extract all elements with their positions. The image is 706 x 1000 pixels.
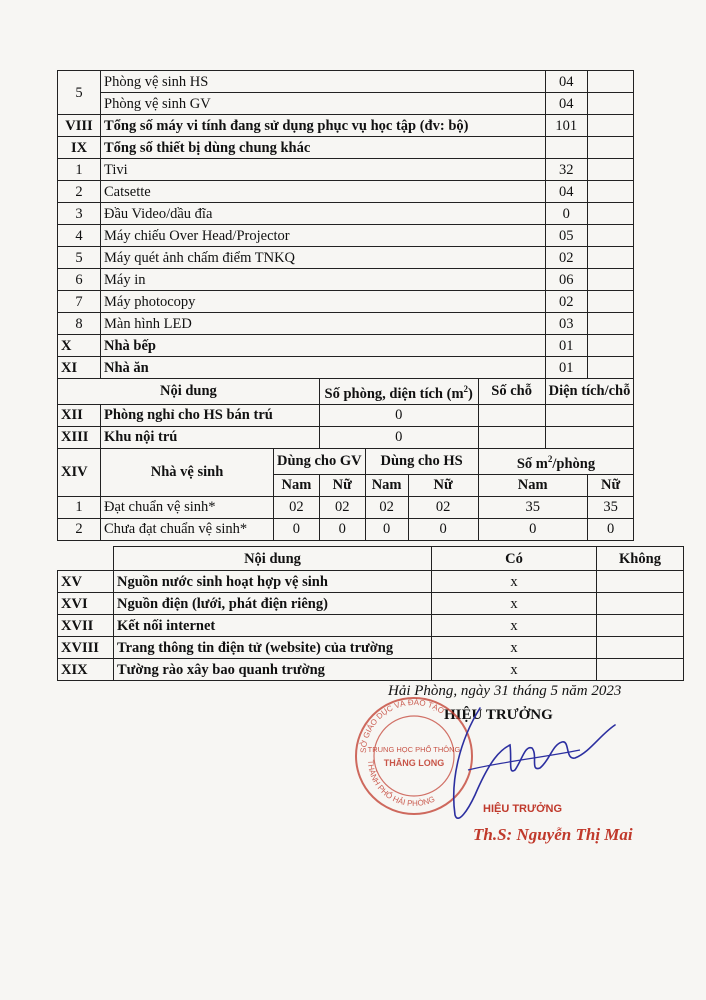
row-label: Nhà ăn [101, 357, 546, 379]
row-label: Trang thông tin điện tử (website) của trường [114, 637, 432, 659]
table-row [58, 659, 684, 681]
row-value: x [432, 659, 597, 681]
row-value: 02 [545, 291, 587, 313]
table-row [58, 426, 634, 448]
row-number: XI [58, 357, 101, 379]
row-number: XVI [58, 593, 114, 615]
row-label: Nhà bếp [101, 335, 546, 357]
row-value: 0 [319, 518, 365, 540]
row-label: Phòng vệ sinh HS [101, 71, 546, 93]
row-value: 03 [545, 313, 587, 335]
signer-name: Th.S: Nguyễn Thị Mai [473, 825, 633, 844]
column-header: Nam [478, 474, 587, 496]
row-label: Tivi [101, 159, 546, 181]
table-row [58, 518, 634, 540]
row-number: 5 [58, 71, 101, 115]
row-value: 04 [545, 71, 587, 93]
column-header: Diện tích/chỗ [545, 379, 634, 405]
row-number: XVII [58, 615, 114, 637]
row-label: Khu nội trú [101, 426, 320, 448]
table-row [58, 357, 634, 379]
table-row [58, 291, 634, 313]
row-value: 35 [587, 496, 634, 518]
row-value: 0 [408, 518, 478, 540]
svg-text:THĂNG LONG: THĂNG LONG [383, 758, 445, 768]
row-label: Máy chiếu Over Head/Projector [101, 225, 546, 247]
row-number: 8 [58, 313, 101, 335]
column-header: Số $m^2$/phòng [478, 448, 634, 474]
table-row [58, 181, 634, 203]
row-value: 0 [319, 426, 478, 448]
column-header: Nữ [408, 474, 478, 496]
row-number: XIII [58, 426, 101, 448]
row-number: 5 [58, 247, 101, 269]
column-header: Nam [274, 474, 320, 496]
row-label: Máy photocopy [101, 291, 546, 313]
table-header-row [58, 547, 684, 571]
table-row [58, 247, 634, 269]
table-row [58, 115, 634, 137]
row-value: 0 [545, 203, 587, 225]
column-header: Dùng cho HS [365, 448, 478, 474]
row-value: 0 [274, 518, 320, 540]
table-row [58, 203, 634, 225]
row-number: XV [58, 571, 114, 593]
row-value: 0 [587, 518, 634, 540]
row-value: 04 [545, 181, 587, 203]
amenities-table [57, 546, 684, 681]
row-number: XIV [58, 448, 101, 496]
signature-title: HIỆU TRƯỞNG [444, 707, 553, 723]
row-label: Máy in [101, 269, 546, 291]
svg-text:SỞ GIÁO DỤC VÀ ĐÀO TẠO: SỞ GIÁO DỤC VÀ ĐÀO TẠO [358, 697, 446, 754]
row-number: 7 [58, 291, 101, 313]
row-label: Nguồn điện (lưới, phát điện riêng) [114, 593, 432, 615]
row-label: Máy quét ảnh chấm điểm TNKQ [101, 247, 546, 269]
column-header: Nữ [587, 474, 634, 496]
row-value [478, 404, 545, 426]
table-row [58, 71, 634, 93]
row-number: 2 [58, 181, 101, 203]
column-header: Không [597, 547, 684, 571]
row-label: Tổng số thiết bị dùng chung khác [101, 137, 546, 159]
stamp-label: HIỆU TRƯỞNG [483, 803, 563, 815]
column-header: Nội dung [58, 379, 320, 405]
facilities-table [57, 70, 634, 541]
row-number: 1 [58, 159, 101, 181]
row-value [597, 571, 684, 593]
signature-date: Hải Phòng, ngày 31 tháng 5 năm 2023 [388, 683, 622, 699]
row-value: 01 [545, 335, 587, 357]
row-value: x [432, 593, 597, 615]
table-row [58, 269, 634, 291]
row-value: 06 [545, 269, 587, 291]
table-row [58, 571, 684, 593]
row-label: Đầu Video/dầu đĩa [101, 203, 546, 225]
column-header: Dùng cho GV [274, 448, 366, 474]
row-value: 0 [319, 404, 478, 426]
row-value: 02 [274, 496, 320, 518]
table-row [58, 404, 634, 426]
table-row [58, 637, 684, 659]
row-number: IX [58, 137, 101, 159]
table-row [58, 615, 684, 637]
row-value: 101 [545, 115, 587, 137]
row-number: 3 [58, 203, 101, 225]
row-value: 04 [545, 93, 587, 115]
row-label: Chưa đạt chuẩn vệ sinh* [101, 518, 274, 540]
row-label: Màn hình LED [101, 313, 546, 335]
table-header-row [58, 448, 634, 474]
row-value: x [432, 571, 597, 593]
table-row [58, 137, 634, 159]
row-value: 02 [365, 496, 408, 518]
row-value: 02 [408, 496, 478, 518]
row-label: Kết nối internet [114, 615, 432, 637]
row-number: VIII [58, 115, 101, 137]
svg-text:THÀNH PHỐ HẢI PHÒNG: THÀNH PHỐ HẢI PHÒNG [365, 759, 437, 809]
column-header: Nam [365, 474, 408, 496]
column-header: Số chỗ [478, 379, 545, 405]
row-label: Catsette [101, 181, 546, 203]
column-header: Nữ [319, 474, 365, 496]
row-label: Tổng số máy vi tính đang sử dụng phục vụ học tập (đv: bộ) [101, 115, 546, 137]
column-header: Số phòng, diện tích $(m^2)$ [319, 379, 478, 405]
row-number: XIX [58, 659, 114, 681]
row-value: x [432, 637, 597, 659]
table-row [58, 335, 634, 357]
column-header: Nội dung [114, 547, 432, 571]
row-label: Phòng vệ sinh GV [101, 93, 546, 115]
row-value: 0 [478, 518, 587, 540]
table-row [58, 225, 634, 247]
row-value: 05 [545, 225, 587, 247]
row-value [597, 615, 684, 637]
table-row [58, 93, 634, 115]
row-value [478, 426, 545, 448]
table-row [58, 159, 634, 181]
row-number: XII [58, 404, 101, 426]
column-header: Có [432, 547, 597, 571]
row-number: 2 [58, 518, 101, 540]
row-value: 32 [545, 159, 587, 181]
row-value: 01 [545, 357, 587, 379]
row-value [597, 593, 684, 615]
row-value [545, 137, 587, 159]
row-value [597, 637, 684, 659]
row-value: 0 [365, 518, 408, 540]
row-value [545, 404, 634, 426]
row-label: Phòng nghỉ cho HS bán trú [101, 404, 320, 426]
row-value: 02 [545, 247, 587, 269]
column-header: Nhà vệ sinh [101, 448, 274, 496]
row-number: 1 [58, 496, 101, 518]
row-value [597, 659, 684, 681]
row-number: 4 [58, 225, 101, 247]
row-value: 35 [478, 496, 587, 518]
svg-text:TRUNG HỌC PHỔ THÔNG: TRUNG HỌC PHỔ THÔNG [367, 745, 461, 754]
row-number: XVIII [58, 637, 114, 659]
row-label: Đạt chuẩn vệ sinh* [101, 496, 274, 518]
table-header-row [58, 379, 634, 405]
row-number: 6 [58, 269, 101, 291]
table-row [58, 593, 684, 615]
row-label: Tường rào xây bao quanh trường [114, 659, 432, 681]
table-row [58, 313, 634, 335]
row-value: 02 [319, 496, 365, 518]
table-row [58, 496, 634, 518]
row-value [545, 426, 634, 448]
row-number: X [58, 335, 101, 357]
row-label: Nguồn nước sinh hoạt hợp vệ sinh [114, 571, 432, 593]
row-value: x [432, 615, 597, 637]
